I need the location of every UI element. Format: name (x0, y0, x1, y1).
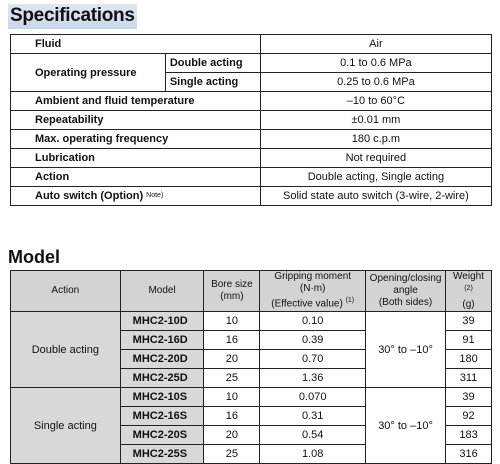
spec-row-lubrication (11, 149, 492, 168)
header-grip-line2: (Effective value) (271, 298, 343, 310)
header-action: Action (11, 271, 121, 312)
spec-sublabel: Double acting (165, 54, 260, 73)
spec-label: Fluid (11, 35, 261, 54)
spec-value: 0.1 to 0.6 MPa (260, 54, 491, 73)
header-angle-line2: angle (393, 285, 418, 296)
header-weight (446, 271, 492, 312)
spec-label: Repeatability (11, 111, 261, 130)
specifications-table (10, 34, 492, 206)
group-action: Double acting (11, 312, 121, 388)
spec-label (11, 187, 261, 206)
model-cell: MHC2-20D (120, 350, 204, 369)
bore-cell: 20 (204, 350, 260, 369)
group-action: Single acting (11, 388, 121, 464)
header-angle (366, 271, 446, 312)
model-cell: MHC2-20S (120, 426, 204, 445)
spec-label: Action (11, 168, 261, 187)
spec-row-frequency (11, 130, 492, 149)
model-table (10, 270, 492, 464)
spec-row-fluid (11, 35, 492, 54)
spec-row-pressure-double (11, 54, 492, 73)
spec-row-ambient (11, 92, 492, 111)
grip-cell: 0.070 (260, 388, 366, 407)
weight-cell: 39 (446, 388, 492, 407)
weight-cell: 39 (446, 312, 492, 331)
grip-cell: 0.31 (260, 407, 366, 426)
specifications-title: Specifications (8, 4, 137, 29)
header-weight-note: (2) (464, 285, 473, 293)
header-grip-line1: Gripping moment (N·m) (274, 271, 352, 295)
grip-cell: 1.36 (260, 369, 366, 388)
spec-value: ±0.01 mm (260, 111, 491, 130)
spec-value: 180 c.p.m (260, 130, 491, 149)
spec-label: Ambient and fluid temperature (11, 92, 261, 111)
spec-sublabel: Single acting (165, 73, 260, 92)
table-row (11, 312, 492, 331)
header-bore (204, 271, 260, 312)
spec-value: –10 to 60°C (260, 92, 491, 111)
grip-cell: 0.10 (260, 312, 366, 331)
weight-cell: 180 (446, 350, 492, 369)
header-weight-line1: Weight (453, 271, 484, 283)
header-grip-note: (1) (345, 297, 355, 305)
spec-label: Max. operating frequency (11, 130, 261, 149)
spec-label: Lubrication (11, 149, 261, 168)
spec-value: Double acting, Single acting (260, 168, 491, 187)
header-model: Model (120, 271, 204, 312)
bore-cell: 25 (204, 369, 260, 388)
header-bore-line1: Bore size (211, 279, 253, 290)
weight-cell: 311 (446, 369, 492, 388)
bore-cell: 20 (204, 426, 260, 445)
angle-cell: 30° to –10° (366, 312, 446, 388)
bore-cell: 25 (204, 445, 260, 464)
weight-cell: 183 (446, 426, 492, 445)
model-header-row (11, 271, 492, 312)
model-cell: MHC2-16D (120, 331, 204, 350)
angle-cell: 30° to –10° (366, 388, 446, 464)
header-grip (260, 271, 366, 312)
model-cell: MHC2-10S (120, 388, 204, 407)
header-weight-line2: (g) (462, 298, 475, 310)
weight-cell: 316 (446, 445, 492, 464)
header-angle-line3: (Both sides) (378, 297, 433, 308)
bore-cell: 10 (204, 388, 260, 407)
model-cell: MHC2-10D (120, 312, 204, 331)
bore-cell: 16 (204, 407, 260, 426)
weight-cell: 91 (446, 331, 492, 350)
spec-value: 0.25 to 0.6 MPa (260, 73, 491, 92)
auto-switch-note: Note) (146, 192, 164, 199)
weight-cell: 92 (446, 407, 492, 426)
header-bore-line2: (mm) (220, 291, 244, 302)
spec-value: Not required (260, 149, 491, 168)
grip-cell: 1.08 (260, 445, 366, 464)
model-cell: MHC2-25S (120, 445, 204, 464)
model-title: Model (8, 247, 60, 267)
grip-cell: 0.70 (260, 350, 366, 369)
header-angle-line1: Opening/closing (369, 273, 442, 284)
model-cell: MHC2-25D (120, 369, 204, 388)
table-row (11, 388, 492, 407)
spec-label: Operating pressure (11, 54, 166, 92)
spec-row-repeatability (11, 111, 492, 130)
grip-cell: 0.54 (260, 426, 366, 445)
bore-cell: 10 (204, 312, 260, 331)
spec-row-auto-switch (11, 187, 492, 206)
bore-cell: 16 (204, 331, 260, 350)
spec-row-action (11, 168, 492, 187)
spec-value: Air (260, 35, 491, 54)
spec-value: Solid state auto switch (3-wire, 2-wire) (260, 187, 491, 206)
model-cell: MHC2-16S (120, 407, 204, 426)
grip-cell: 0.39 (260, 331, 366, 350)
auto-switch-label: Auto switch (Option) (35, 190, 144, 202)
